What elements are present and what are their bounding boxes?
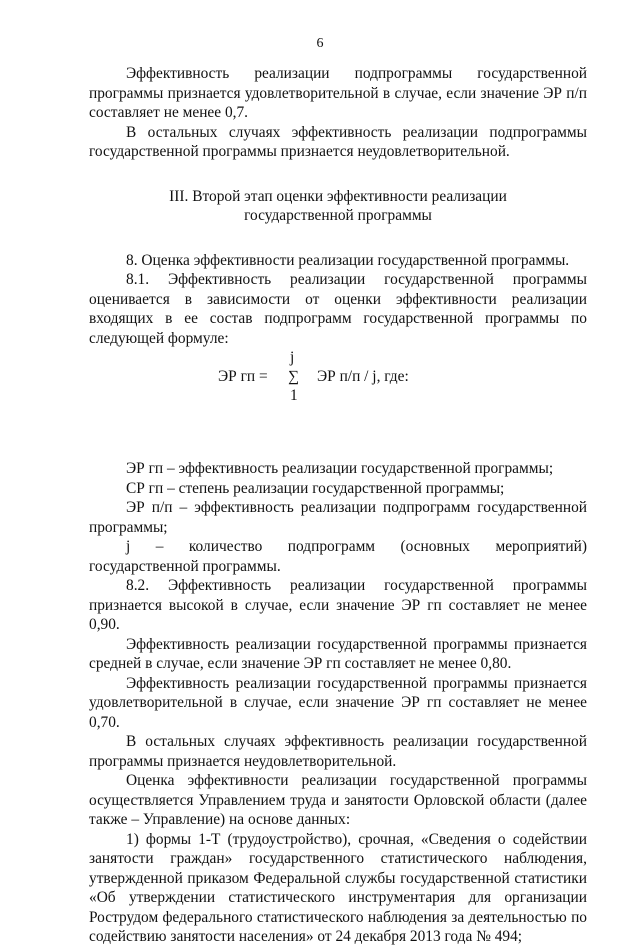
paragraph-satisfactory: Эффективность реализации государственной программы признается удовлетворительной в случае, если значение ЭР гп составляет не менее 0,70. <box>89 674 587 731</box>
paragraph-medium: Эффективность реализации государственной программы признается средней в случае, если значение ЭР гп составляет не менее 0,80. <box>89 635 587 672</box>
formula-rhs: ЭР п/п / j, где: <box>317 368 409 385</box>
page-number: 6 <box>316 36 324 51</box>
paragraph-assessment-source: Оценка эффективности реализации государственной программы осуществляется Управлением труда и занятости Орловской области (далее также – Управление) на основе данных: <box>89 772 587 828</box>
formula-sigma: ∑ <box>288 368 299 385</box>
item-8-2: 8.2. Эффективность реализации государственной программы признается высокой в случае, если значение ЭР гп составляет не менее 0,90. <box>89 577 587 633</box>
definition-er-pp: ЭР п/п – эффективность реализации подпрограмм государственной программы; <box>89 499 587 536</box>
item-8: 8. Оценка эффективности реализации государственной программы. <box>126 251 570 269</box>
definition-j: j – количество подпрограмм (основных мероприятий) государственной программы. <box>89 538 587 575</box>
item-8-1: 8.1. Эффективность реализации государственной программы оценивается в зависимости от оценки эффективности реализации входящих в ее состав подпрограмм государственной программы по следующей формуле: <box>89 271 587 347</box>
section-heading-line-2: государственной программы <box>244 207 432 224</box>
definition-sr-gp: СР гп – степень реализации государственной программы; <box>126 479 505 497</box>
section-heading-line-1: III. Второй этап оценки эффективности реализации <box>169 187 507 205</box>
formula-upper-limit: j <box>290 349 295 366</box>
definition-er-gp: ЭР гп – эффективность реализации государственной программы; <box>126 460 554 477</box>
formula-block <box>89 348 587 404</box>
formula-lower-limit: 1 <box>290 387 298 404</box>
paragraph-satisfactory-subprogram: Эффективность реализации подпрограммы государственной программы признается удовлетворительной в случае, если значение ЭР п/п составляет не менее 0,7. <box>89 65 587 121</box>
paragraph-unsatisfactory: В остальных случаях эффективность реализации государственной программы признается неудовлетворительной. <box>89 733 587 770</box>
page-body <box>89 64 587 947</box>
formula-lhs: ЭР гп = <box>218 368 268 385</box>
paragraph-form-1t: 1) формы 1-Т (трудоустройство), срочная, «Сведения о содействии занятости граждан» государственного статистического наблюдения, утвержденной приказом Федеральной службы государственной статистики «Об утверждении статистического инструментария для организации Рострудом федерального статистического наблюдения за деятельностью по содействию занятости населения» от 24 декабря 2013 года № 494; <box>89 830 587 945</box>
paragraph-unsatisfactory-subprogram: В остальных случаях эффективность реализации подпрограммы государственной программы признается неудовлетворительной. <box>89 123 587 160</box>
